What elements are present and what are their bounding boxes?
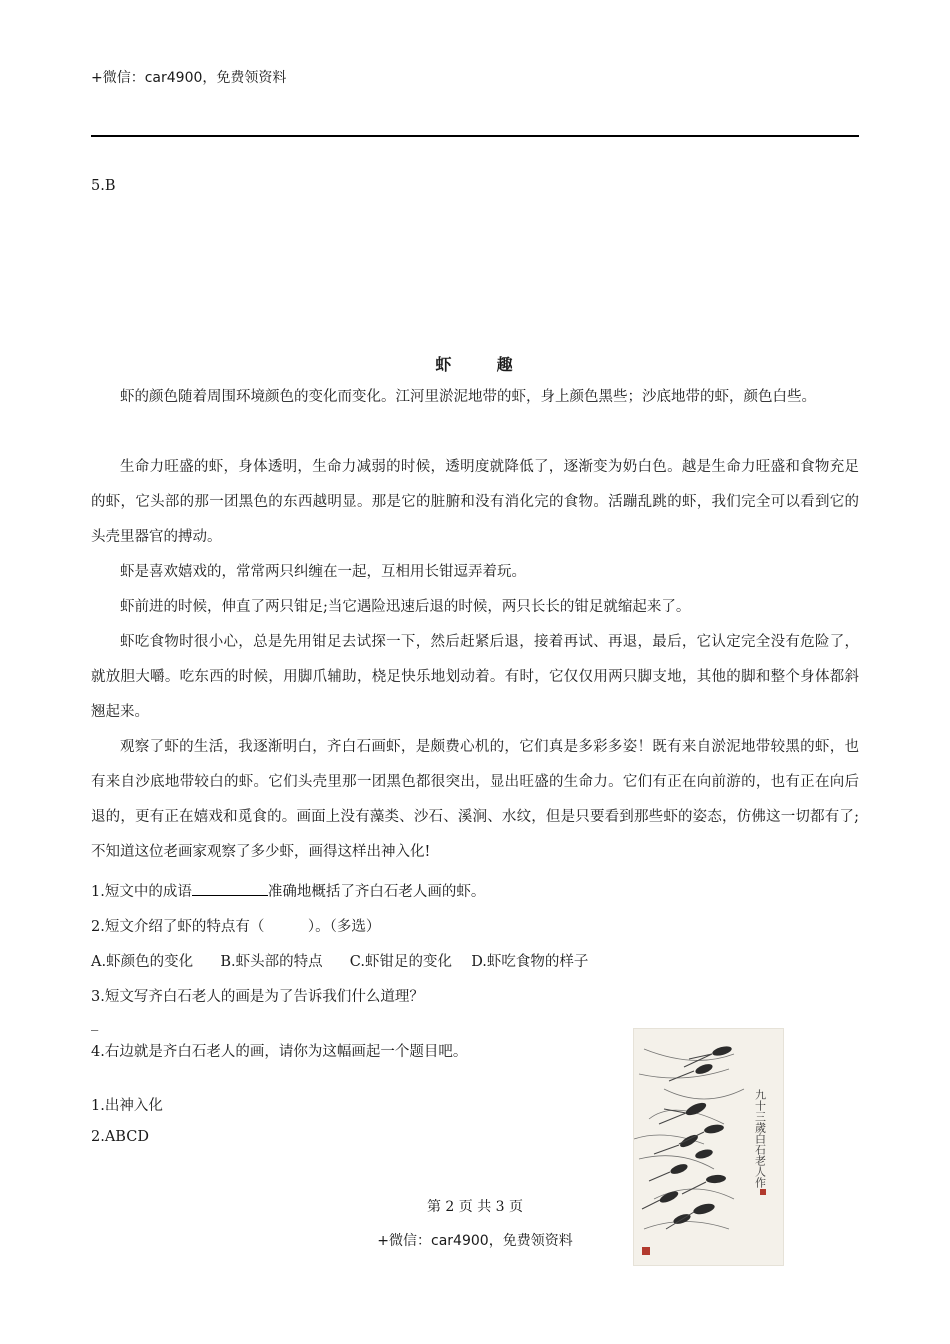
- question-2-options: [91, 950, 588, 971]
- option-d: D.虾吃食物的样子: [471, 954, 589, 970]
- option-b: B.虾头部的特点: [220, 954, 323, 970]
- question-3: 3.短文写齐白石老人的画是为了告诉我们什么道理？: [91, 989, 424, 1005]
- question-4: 4.右边就是齐白石老人的画，请你为这幅画起一个题目吧。: [91, 1044, 468, 1060]
- painting-inscription: 九十三歲白石老人作: [753, 1089, 767, 1188]
- question-2: 2.短文介绍了虾的特点有（ ）。（多选）: [91, 919, 381, 935]
- title-char-1: 虾: [435, 355, 454, 374]
- question-1: [91, 880, 485, 901]
- paragraph-2: 生命力旺盛的虾，身体透明，生命力减弱的时候，透明度就降低了，逐渐变为奶白色。越是生命力旺盛和食物充足的虾，它头部的那一团黑色的东西越明显。那是它的脏腑和没有消化完的食物。活蹦乱跳的虾，我们完全可以看到它的头壳里器官的搏动。: [91, 459, 859, 545]
- article-title: [0, 352, 950, 375]
- option-a: A.虾颜色的变化: [91, 954, 194, 970]
- paragraph-1: 虾的颜色随着周围环境颜色的变化而变化。江河里淤泥地带的虾，身上颜色黑些；沙底地带的虾，颜色白些。: [120, 389, 816, 405]
- option-c: C.虾钳足的变化: [349, 954, 452, 970]
- question-1-suffix: 准确地概括了齐白石老人画的虾。: [267, 884, 486, 900]
- paragraph-6: 观察了虾的生活，我逐渐明白，齐白石画虾，是颇费心机的，它们真是多彩多姿！既有来自淤泥地带较黑的虾，也有来自沙底地带较白的虾。它们头壳里那一团黑色都很突出，显出旺盛的生命力。它们有正在向前游的，也有正在向后退的，更有正在嬉戏和觅食的。画面上没有藻类、沙石、溪涧、水纹，但是只要看到那些虾的姿态，仿佛这一切都有了;不知道这位老画家观察了多少虾，画得这样出神入化!: [91, 739, 859, 860]
- answer-2: 2.ABCD: [91, 1129, 149, 1145]
- paragraph-5: 虾吃食物时很小心，总是先用钳足去试探一下，然后赶紧后退，接着再试、再退，最后，它认定完全没有危险了，就放胆大嚼。吃东西的时候，用脚爪辅助，桡足快乐地划动着。有时，它仅仅用两只脚支地，其他的脚和整个身体都斜翘起来。: [91, 634, 859, 720]
- previous-answer: 5.B: [91, 178, 116, 194]
- question-3-answer-line: _: [91, 1015, 99, 1031]
- paragraph-3: 虾是喜欢嬉戏的，常常两只纠缠在一起，互相用长钳逗弄着玩。: [120, 564, 526, 580]
- header-wechat-note: +微信：car4900，免费领资料: [91, 70, 287, 86]
- answer-blank[interactable]: [192, 881, 268, 896]
- question-1-prefix: 1.短文中的成语: [91, 884, 192, 900]
- answer-1: 1.出神入化: [91, 1098, 163, 1114]
- page-number: 第 2 页 共 3 页: [426, 1199, 524, 1215]
- artist-seal-2: [760, 1189, 766, 1195]
- title-char-2: 趣: [496, 355, 515, 374]
- paragraph-4: 虾前进的时候，伸直了两只钳足;当它遇险迅速后退的时候，两只长长的钳足就缩起来了。: [120, 599, 691, 615]
- header-divider: [91, 135, 859, 137]
- footer-wechat-note: +微信：car4900，免费领资料: [377, 1233, 573, 1249]
